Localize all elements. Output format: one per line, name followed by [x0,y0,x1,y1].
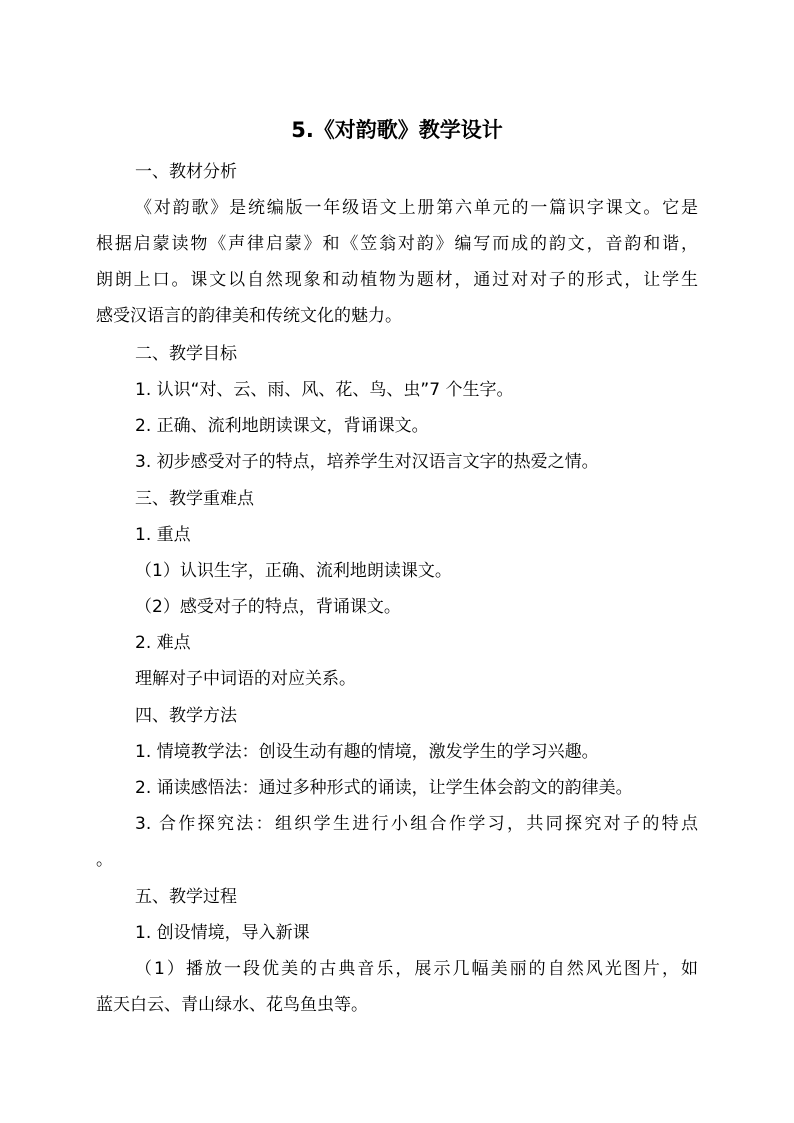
list-item: 3. 初步感受对子的特点，培养学生对汉语言文字的热爱之情。 [135,452,599,472]
list-item: 1. 情境教学法：创设生动有趣的情境，激发学生的学习兴趣。 [135,742,599,762]
list-item: （1）播放一段优美的古典音乐，展示几幅美丽的自然风光图片，如 [135,959,698,979]
page-title: 5.《对韵歌》教学设计 [291,118,503,142]
section-heading-process: 五、教学过程 [135,887,237,907]
list-item: 3. 合作探究法：组织学生进行小组合作学习，共同探究对子的特点 [135,814,698,834]
list-item: （1）认识生字，正确、流利地朗读课文。 [135,561,452,581]
list-item-continuation: 。 [96,850,113,870]
list-item: 1. 创设情境，导入新课 [135,923,310,943]
section-heading-methods: 四、教学方法 [135,706,237,726]
list-item: 2. 正确、流利地朗读课文，背诵课文。 [135,416,429,436]
section-heading-materials: 一、教材分析 [135,162,237,182]
paragraph-line: 根据启蒙读物《声律启蒙》和《笠翁对韵》编写而成的韵文，音韵和谐， [96,234,698,254]
list-item: 1. 认识“对、云、雨、风、花、鸟、虫”7 个生字。 [135,380,514,400]
paragraph-line: 《对韵歌》是统编版一年级语文上册第六单元的一篇识字课文。它是 [135,198,698,218]
list-item: （2）感受对子的特点，背诵课文。 [135,597,401,617]
list-item-continuation: 蓝天白云、青山绿水、花鸟鱼虫等。 [96,995,368,1015]
section-heading-key-points: 三、教学重难点 [135,489,254,509]
paragraph-line: 感受汉语言的韵律美和传统文化的魅力。 [96,306,402,326]
list-item: 2. 难点 [135,633,191,653]
list-item: 1. 重点 [135,525,191,545]
list-item: 理解对子中词语的对应关系。 [135,669,356,689]
paragraph-line: 朗朗上口。课文以自然现象和动植物为题材，通过对对子的形式，让学生 [96,270,698,290]
list-item: 2. 诵读感悟法：通过多种形式的诵读，让学生体会韵文的韵律美。 [135,778,633,798]
section-heading-goals: 二、教学目标 [135,344,237,364]
